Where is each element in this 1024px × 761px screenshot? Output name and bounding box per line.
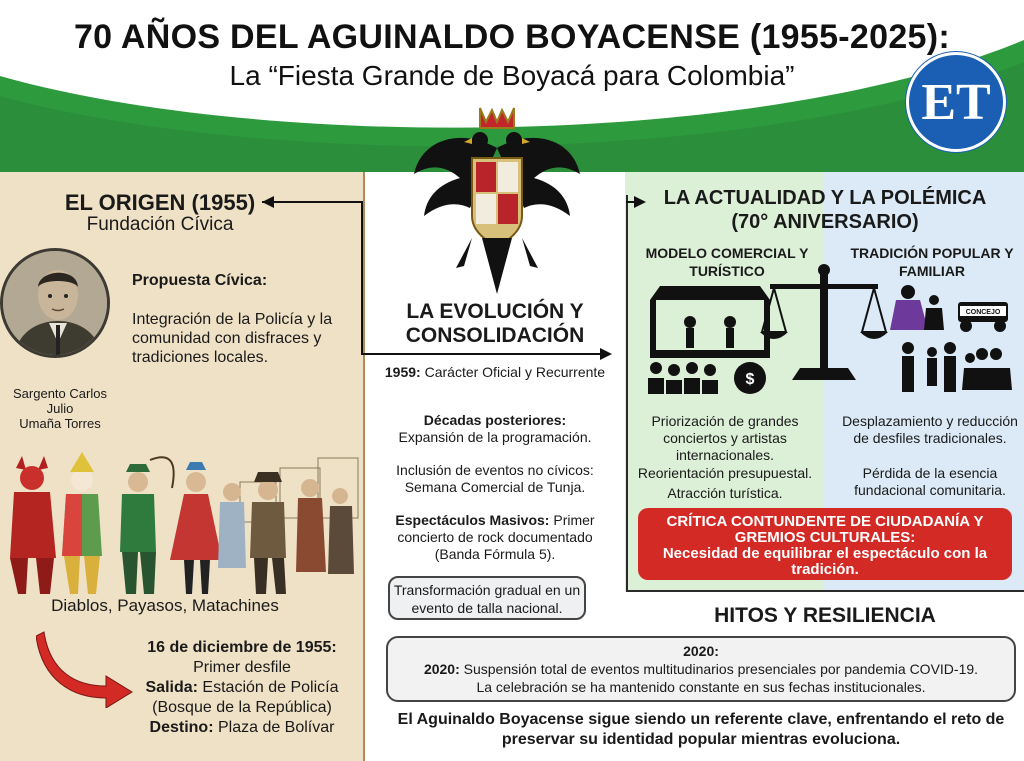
commercial-text-1: Priorización de grandes conciertos y artistas internacionales.	[651, 413, 799, 463]
red-arrow-icon	[36, 628, 136, 708]
origin-subtitle: Fundación Cívica	[86, 214, 234, 235]
woman-red-figure	[170, 462, 222, 594]
commercial-text-3: Atracción turística.	[667, 485, 783, 501]
proposal-title: Propuesta Cívica:	[132, 272, 268, 289]
transformation-bubble: Transformación gradual en un evento de talla nacional.	[388, 576, 586, 620]
devil-figure	[10, 456, 56, 594]
origin-title: EL ORIGEN (1955)	[64, 190, 256, 215]
evolution-item-massive-shows: Espectáculos Masivos: Primer concierto de rock documentado (Banda Fórmula 5).	[395, 512, 595, 562]
conclusion-text: El Aguinaldo Boyacense sigue siendo un referente clave, enfrentando el reto de preservar su identidad popular mientras evoluciona.	[397, 711, 1005, 748]
concert-stage-icon	[640, 282, 780, 396]
costumed-figures-illustration	[0, 448, 362, 598]
double-headed-eagle-emblem-icon	[412, 98, 582, 298]
milestones-title: HITOS Y RESILIENCIA	[714, 604, 936, 627]
evolution-item-1959: 1959: Carácter Oficial y Recurrente	[384, 364, 606, 380]
popular-title: TRADICIÓN POPULAR Y FAMILIAR	[850, 245, 1014, 279]
page-subtitle: La “Fiesta Grande de Boyacá para Colombia”	[229, 60, 795, 91]
commercial-title: MODELO COMERCIAL Y TURÍSTICO	[645, 245, 809, 279]
matachin-figure	[120, 457, 174, 594]
page-title: 70 AÑOS DEL AGUINALDO BOYACENSE (1955-2025):	[73, 18, 951, 56]
evolution-title: LA EVOLUCIÓN Y CONSOLIDACIÓN	[405, 300, 585, 347]
milestones-box: 2020: 2020: Suspensión total de eventos multitudinarios presenciales por pandemia COVID-19. La celebración se ha mantenido constante en sus fechas institucionales.	[386, 636, 1016, 702]
current-title: LA ACTUALIDAD Y LA POLÉMICA (70° ANIVERSARIO)	[663, 187, 987, 233]
critique-box: CRÍTICA CONTUNDENTE DE CIUDADANÍA Y GREMIOS CULTURALES: Necesidad de equilibrar el espectáculo con la tradición.	[638, 508, 1012, 580]
evolution-item-non-civic: Inclusión de eventos no cívicos: Semana Comercial de Tunja.	[396, 462, 594, 495]
origin-panel	[0, 172, 365, 761]
popular-text-1: Desplazamiento y reducción de desfiles tradicionales.	[842, 413, 1018, 446]
evolution-item-decades: Décadas posteriores: Expansión de la programación.	[398, 412, 592, 445]
crowd-figures	[218, 479, 354, 574]
et-logo[interactable]: ET	[906, 52, 1006, 152]
figures-caption: Diablos, Payasos, Matachines	[51, 596, 279, 615]
founder-name: Sargento Carlos Julio Umaña Torres	[13, 386, 107, 431]
money-bag-icon: $	[745, 371, 755, 388]
proposal-text: Integración de la Policía y la comunidad con disfraces y tradiciones locales.	[132, 311, 333, 366]
current-panel-left-border	[626, 195, 628, 591]
clown-figure	[62, 452, 102, 594]
family-parade-icon	[888, 282, 1016, 396]
first-parade-info: 16 de diciembre de 1955: Primer desfile Salida: Estación de Policía (Bosque de la República) Destino: Plaza de Bolívar	[145, 639, 339, 736]
founder-portrait-drawing	[3, 251, 110, 358]
founder-portrait	[0, 248, 110, 358]
current-panel-bottom-border	[626, 590, 1024, 592]
stage-sign-text: CONCEJO	[965, 309, 1001, 316]
balance-scale-icon	[760, 262, 888, 386]
popular-text-2: Pérdida de la esencia fundacional comunitaria.	[854, 465, 1006, 498]
commercial-text-2: Reorientación presupuestal.	[637, 465, 813, 481]
man-suit-figure	[250, 472, 286, 594]
